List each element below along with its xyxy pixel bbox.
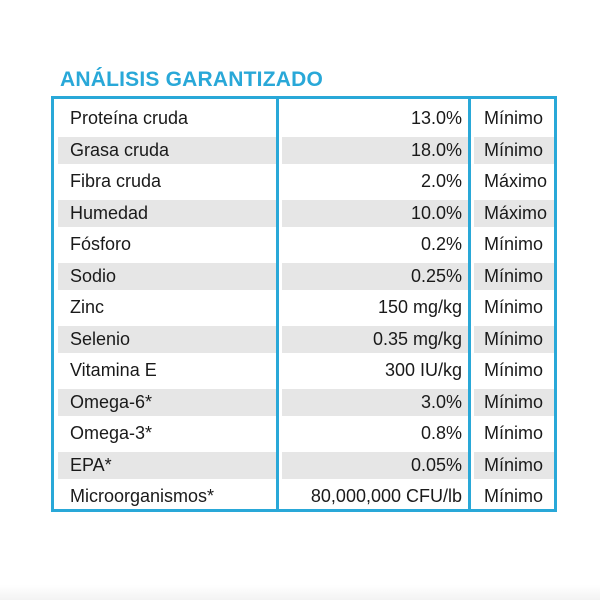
nutrient-name: Grasa cruda	[58, 137, 276, 164]
table-row	[54, 418, 554, 450]
nutrient-value: 0.2%	[420, 234, 462, 254]
table-rows	[54, 103, 554, 513]
nutrient-limit-type: Mínimo	[474, 263, 554, 290]
nutrient-name: Proteína cruda	[70, 108, 189, 128]
nutrient-name: Omega-3*	[70, 423, 153, 443]
nutrient-name: Zinc	[70, 297, 105, 317]
table-row	[54, 387, 554, 419]
nutrient-limit-type: Máximo	[474, 200, 554, 227]
table-row	[54, 103, 554, 135]
table-row	[54, 198, 554, 230]
nutrient-value: 2.0%	[420, 171, 462, 191]
nutrient-name: Selenio	[58, 326, 276, 353]
nutrient-value: 0.25%	[282, 263, 468, 290]
nutrient-name: Fibra cruda	[70, 171, 162, 191]
nutrient-limit-type: Mínimo	[484, 297, 544, 317]
table-row	[54, 166, 554, 198]
nutrient-value: 18.0%	[282, 137, 468, 164]
nutrient-limit-type: Mínimo	[484, 108, 544, 128]
nutrient-name: Sodio	[58, 263, 276, 290]
nutrient-name: Omega-6*	[58, 389, 276, 416]
nutrient-value: 0.8%	[420, 423, 462, 443]
nutrient-limit-type: Máximo	[484, 171, 548, 191]
table-row	[54, 450, 554, 482]
nutrient-value: 80,000,000 CFU/lb	[310, 486, 462, 506]
table-row	[54, 292, 554, 324]
table-row	[54, 261, 554, 293]
nutrient-name: Humedad	[58, 200, 276, 227]
nutrient-name: Microorganismos*	[70, 486, 215, 506]
nutrient-limit-type: Mínimo	[474, 389, 554, 416]
nutrient-limit-type: Mínimo	[484, 486, 544, 506]
table-row	[54, 481, 554, 513]
nutrient-limit-type: Mínimo	[484, 234, 544, 254]
guaranteed-analysis-table	[51, 96, 557, 512]
nutrient-value: 300 IU/kg	[384, 360, 462, 380]
nutrient-limit-type: Mínimo	[474, 137, 554, 164]
nutrient-limit-type: Mínimo	[484, 423, 544, 443]
nutrient-name: Fósforo	[70, 234, 132, 254]
column-divider	[468, 99, 471, 509]
table-row	[54, 355, 554, 387]
nutrient-value: 10.0%	[282, 200, 468, 227]
table-row	[54, 324, 554, 356]
nutrient-name: Vitamina E	[70, 360, 157, 380]
nutrient-limit-type: Mínimo	[474, 326, 554, 353]
nutrient-name: EPA*	[58, 452, 276, 479]
nutrient-value: 0.05%	[282, 452, 468, 479]
nutrient-limit-type: Mínimo	[474, 452, 554, 479]
table-row	[54, 135, 554, 167]
nutrient-value: 13.0%	[410, 108, 462, 128]
nutrient-value: 3.0%	[282, 389, 468, 416]
column-divider	[276, 99, 279, 509]
table-row	[54, 229, 554, 261]
nutrient-value: 0.35 mg/kg	[282, 326, 468, 353]
nutrient-limit-type: Mínimo	[484, 360, 544, 380]
nutrient-value: 150 mg/kg	[377, 297, 462, 317]
table-title: ANÁLISIS GARANTIZADO	[60, 68, 323, 91]
bottom-shadow	[0, 585, 600, 600]
